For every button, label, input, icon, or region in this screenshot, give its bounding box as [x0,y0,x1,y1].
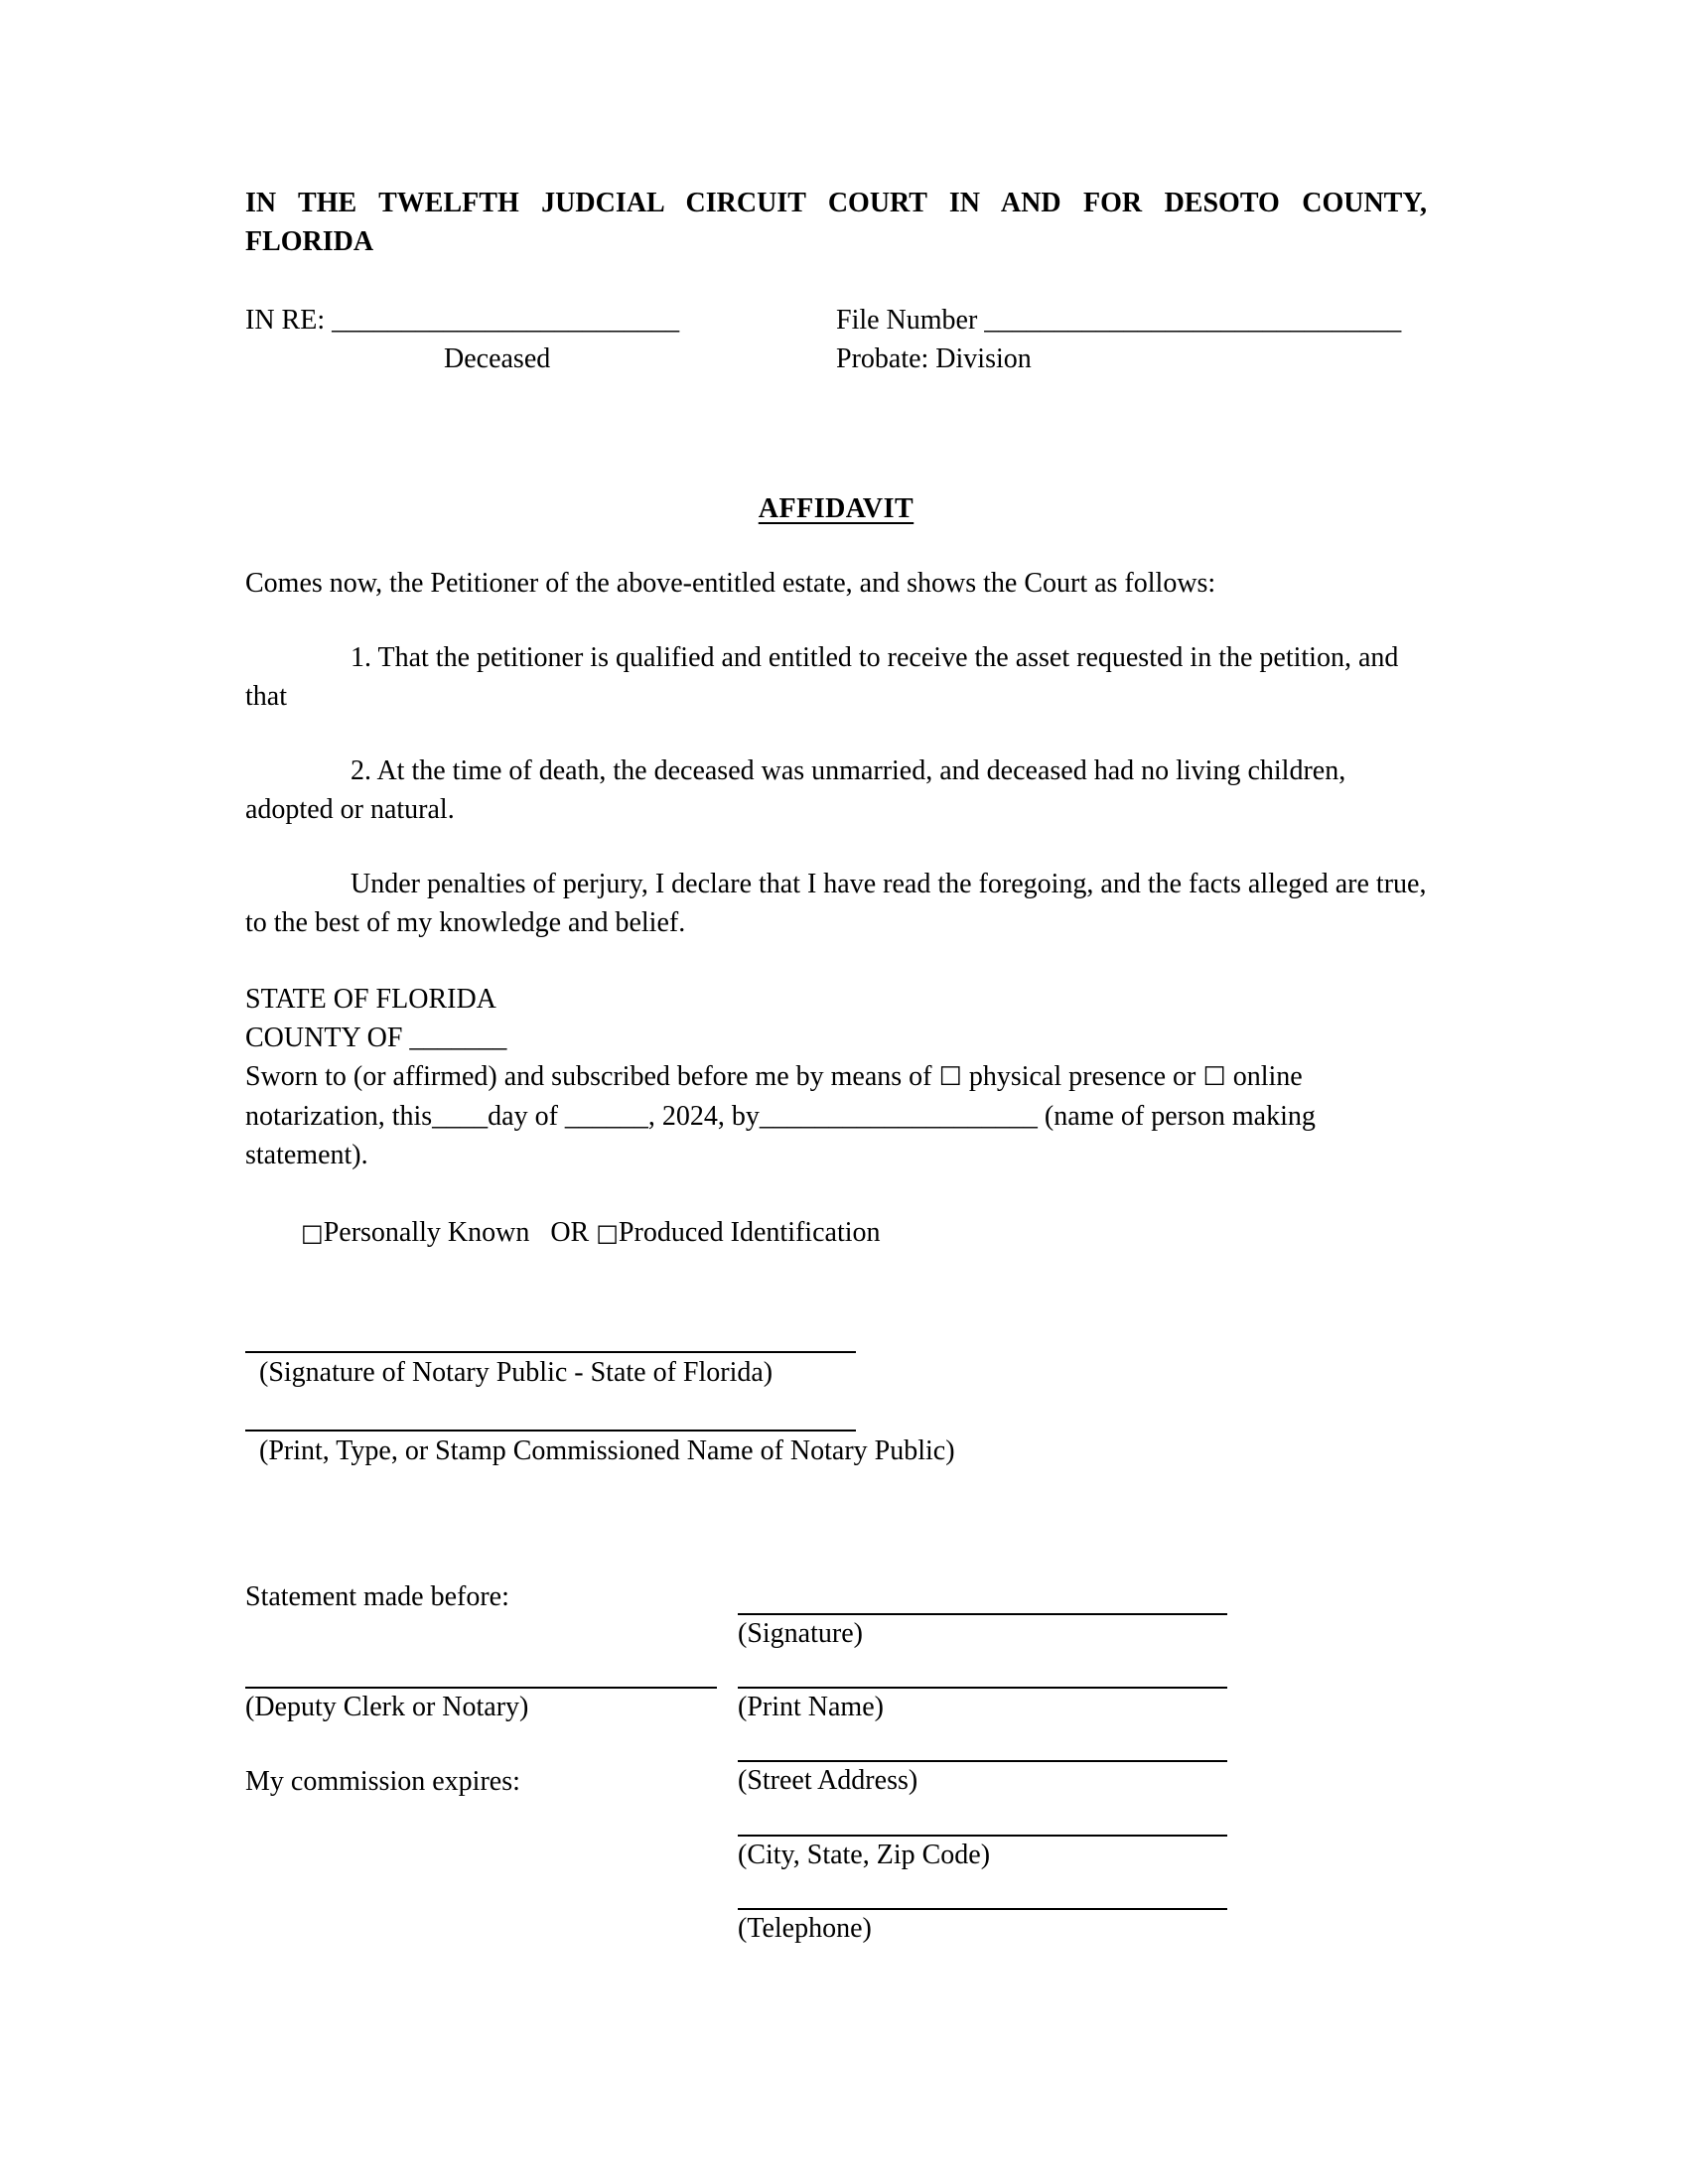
telephone-caption: (Telephone) [738,1913,872,1944]
personally-known-checkbox-icon: □ [301,1219,324,1247]
case-caption [245,301,1427,378]
statement-row-telephone [245,1874,1427,1948]
statement-row-city-right [738,1801,1227,1874]
statement-section [245,1579,1427,1948]
state-of-florida-label: STATE OF FLORIDA [245,984,496,1015]
court-header-line1: IN THE TWELFTH JUDCIAL CIRCUIT COURT IN AND FOR DESOTO COUNTY, [245,188,1427,218]
street-address-line [738,1726,1227,1762]
identification-line [245,1174,1427,1292]
city-state-zip-caption: (City, State, Zip Code) [738,1840,991,1870]
statement-row-city-left [245,1801,738,1874]
street-address-caption: (Street Address) [738,1765,918,1796]
notary-signature-group [245,1325,1427,1392]
statement-row-street [245,1726,1427,1801]
deceased-label: Deceased [444,343,551,374]
telephone-line [738,1874,1227,1910]
personally-known-label: Personally Known OR [323,1217,597,1248]
sworn-statement-paragraph [245,1057,1427,1174]
statement-row-signature-right [738,1579,1227,1653]
statement-row-names [245,1653,1427,1726]
probate-division-label: Probate: Division [836,343,1032,374]
statement-signature-caption: (Signature) [738,1618,863,1649]
case-caption-left [245,301,836,378]
statement-row-telephone-right [738,1874,1227,1948]
in-re-field: IN RE: _________________________ [245,305,680,336]
city-state-zip-line [738,1801,1227,1837]
county-of-field: COUNTY OF _______ [245,1023,507,1053]
document-content [245,184,1427,1948]
online-notarization-checkbox-icon: ☐ [1202,1062,1226,1092]
sworn-text-part2: physical presence or [961,1061,1203,1092]
statement-row-telephone-left [245,1874,738,1948]
sworn-text-part1: Sworn to (or affirmed) and subscribed before me by means of [245,1061,939,1092]
statement-row-street-right [738,1726,1227,1801]
notary-printed-name-group [245,1404,1427,1470]
intro-paragraph: Comes now, the Petitioner of the above-entitled estate, and shows the Court as follows: [245,568,1216,599]
print-name-caption: (Print Name) [738,1692,884,1722]
statement-row-names-right [738,1653,1227,1726]
physical-presence-checkbox-icon: ☐ [938,1062,962,1092]
notary-signature-line [245,1325,856,1353]
deputy-clerk-line [245,1653,717,1689]
produced-identification-label: Produced Identification [618,1217,881,1248]
statement-signature-line [738,1579,1227,1615]
statement-made-before-label: Statement made before: [245,1581,509,1612]
notary-printed-name-line [245,1404,856,1432]
statement-row-names-left [245,1653,738,1726]
statement-row-street-left [245,1726,738,1801]
statement-row-signature-left [245,1579,738,1653]
notary-block [245,980,1427,1292]
document-title: AFFIDAVIT [758,493,914,524]
court-header-line2: FLORIDA [245,226,374,257]
deputy-clerk-caption: (Deputy Clerk or Notary) [245,1692,529,1722]
item-1-paragraph: 1. That the petitioner is qualified and entitled to receive the asset requested in the petition, and that [245,642,1399,712]
file-number-field: File Number ______________________________ [836,305,1402,336]
statement-row-signature [245,1579,1427,1653]
item-2-paragraph: 2. At the time of death, the deceased was unmarried, and deceased had no living children, adopted or natural. [245,755,1346,825]
notary-signature-caption: (Signature of Notary Public - State of Florida) [259,1357,774,1388]
produced-identification-checkbox-icon: □ [596,1219,619,1247]
case-caption-right [836,301,1427,378]
notary-printed-name-caption: (Print, Type, or Stamp Commissioned Name of Notary Public) [259,1435,955,1466]
commission-expires-label: My commission expires: [245,1766,520,1797]
perjury-paragraph: Under penalties of perjury, I declare that I have read the foregoing, and the facts alleged are true, to the best of my knowledge and belief. [245,869,1427,938]
court-header [245,184,1427,261]
print-name-line [738,1653,1227,1689]
statement-row-city [245,1801,1427,1874]
sworn-text-part3: online notarization, this____day of ______, 2024, by____________________ (name of person making statement). [245,1061,1316,1170]
